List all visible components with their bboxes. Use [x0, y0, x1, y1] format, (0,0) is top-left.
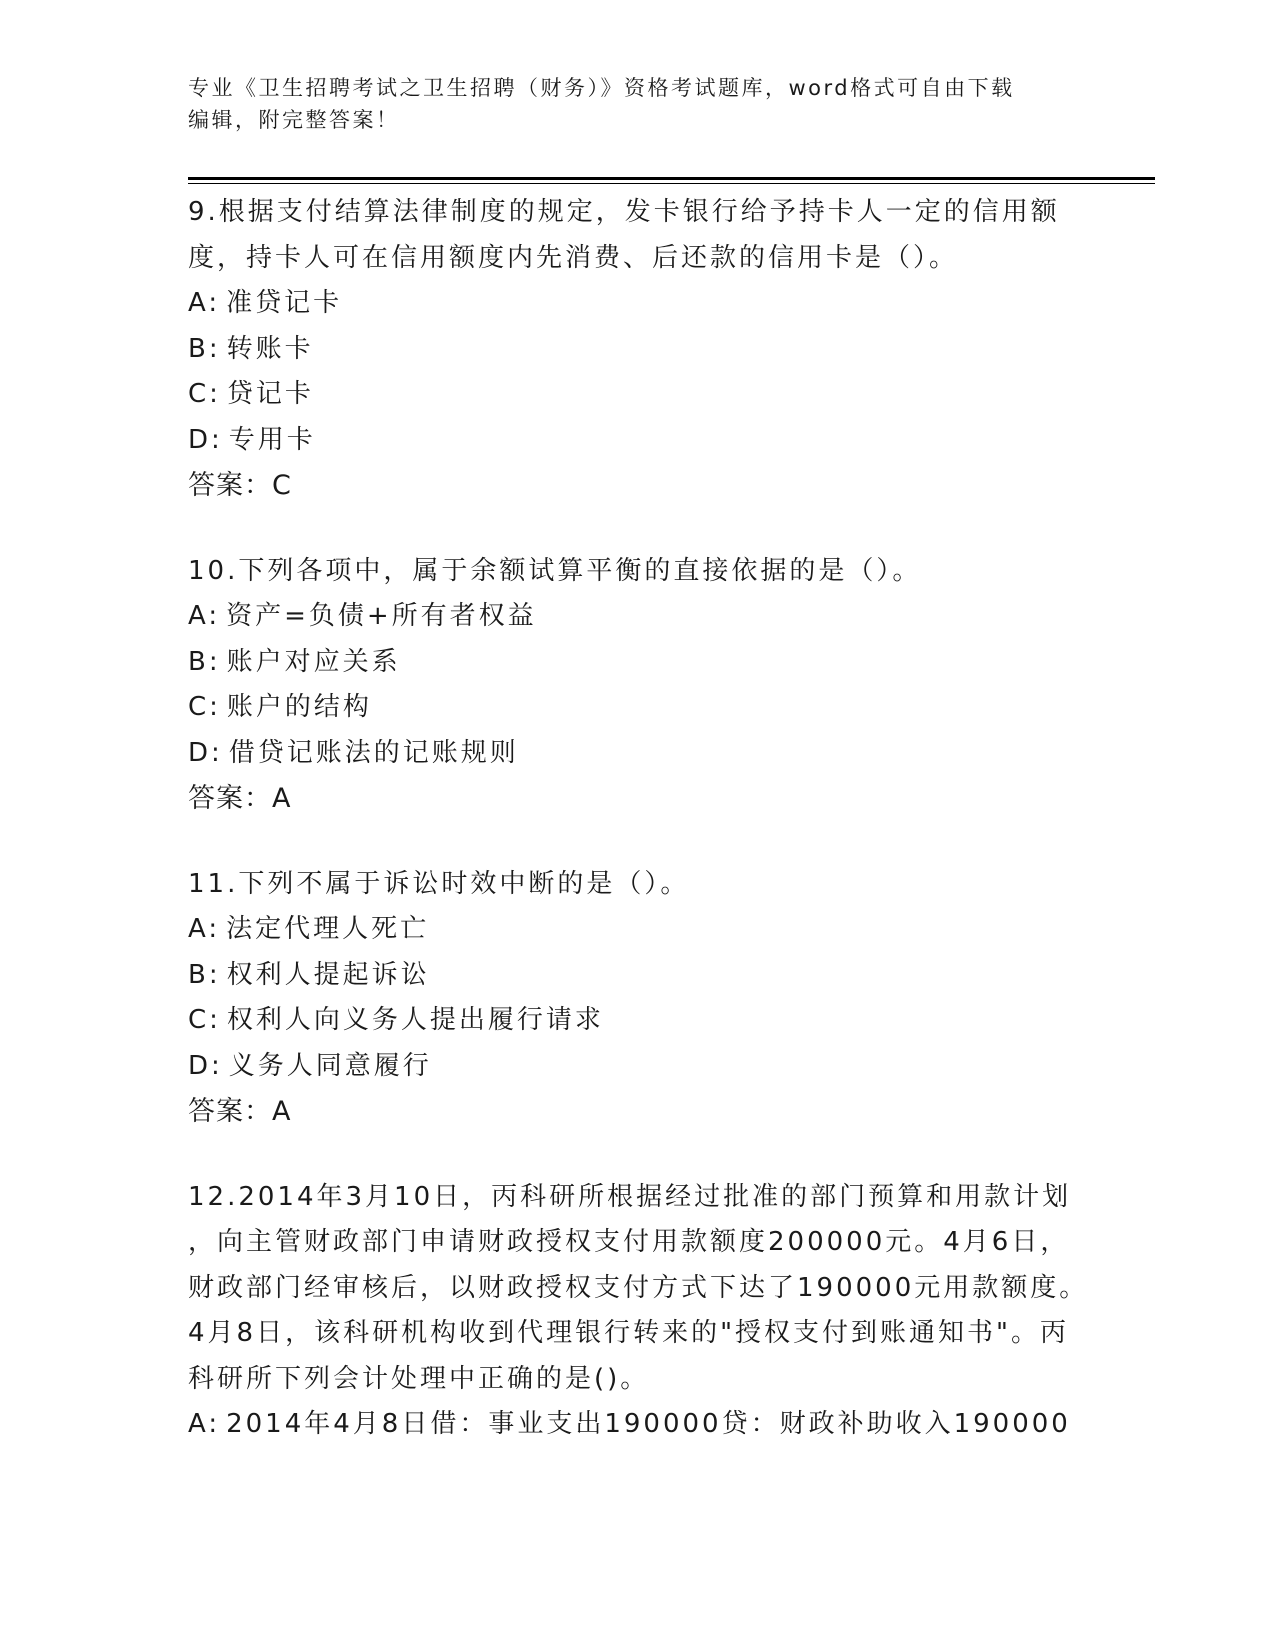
option-text: 法定代理人死亡: [226, 914, 430, 944]
option-text: 权利人向义务人提出履行请求: [226, 1005, 604, 1035]
stem-line: 9.根据支付结算法律制度的规定，发卡银行给予持卡人一定的信用额: [188, 197, 1060, 227]
question-stem: [188, 862, 1088, 908]
option-key: B:: [188, 959, 221, 990]
stem-line: 10.下列各项中，属于余额试算平衡的直接依据的是（）。: [188, 555, 922, 586]
option-a: [188, 1402, 1088, 1448]
stem-line: 12.2014年3月10日，丙科研所根据经过批准的部门预算和用款计划: [188, 1181, 1072, 1212]
option-key: C:: [188, 692, 221, 722]
option-key: B:: [188, 646, 221, 677]
option-c: [188, 998, 1088, 1044]
option-b: [188, 327, 1088, 373]
answer-line: 答案：C: [188, 470, 292, 501]
option-text: 专用卡: [228, 424, 316, 455]
option-c: [188, 685, 1088, 731]
option-text: 转账卡: [226, 333, 314, 364]
stem-line: 财政部门经审核后，以财政授权支付方式下达了190000元用款额度。: [188, 1272, 1089, 1303]
option-text: 权利人提起诉讼: [226, 959, 430, 990]
option-text: 贷记卡: [226, 379, 314, 409]
option-text: 借贷记账法的记账规则: [228, 737, 519, 768]
option-key: D:: [188, 737, 223, 768]
option-a: [188, 281, 1088, 327]
question-10: [188, 549, 1088, 822]
question-list: [188, 190, 1088, 1488]
option-a: [188, 594, 1088, 640]
question-stem: [188, 1175, 1088, 1403]
question-12: [188, 1175, 1088, 1448]
option-text: 2014年4月8日借：事业支出190000贷：财政补助收入190000: [226, 1409, 1071, 1439]
stem-line: 4月8日，该科研机构收到代理银行转来的"授权支付到账通知书"。丙: [188, 1318, 1070, 1348]
question-stem: [188, 190, 1088, 281]
header-line-1: 专业《卫生招聘考试之卫生招聘（财务）》资格考试题库，word格式可自由下载: [188, 76, 1015, 100]
option-key: A:: [188, 1409, 221, 1439]
option-text: 账户对应关系: [226, 646, 401, 677]
option-text: 准贷记卡: [226, 288, 343, 318]
question-stem: [188, 549, 1088, 595]
question-9: [188, 190, 1088, 509]
option-key: D:: [188, 1050, 223, 1081]
stem-line: 11.下列不属于诉讼时效中断的是（）。: [188, 868, 690, 899]
option-key: C:: [188, 1005, 221, 1035]
option-key: B:: [188, 333, 221, 364]
answer-line: 答案：A: [188, 1096, 292, 1127]
question-11: [188, 862, 1088, 1135]
option-key: A:: [188, 288, 221, 318]
stem-line: 科研所下列会计处理中正确的是()。: [188, 1363, 650, 1394]
stem-line: 度，持卡人可在信用额度内先消费、后还款的信用卡是（）。: [188, 242, 959, 273]
option-key: D:: [188, 424, 223, 455]
option-text: 义务人同意履行: [228, 1050, 432, 1081]
option-d: [188, 418, 1088, 464]
header-divider-thick: [188, 177, 1155, 180]
header-divider-thin: [188, 183, 1155, 184]
option-text: 账户的结构: [226, 692, 372, 722]
option-b: [188, 953, 1088, 999]
option-d: [188, 1044, 1088, 1090]
option-key: A:: [188, 914, 221, 944]
option-a: [188, 907, 1088, 953]
option-b: [188, 640, 1088, 686]
stem-line: ，向主管财政部门申请财政授权支付用款额度200000元。4月6日，: [188, 1227, 1070, 1257]
option-key: A:: [188, 601, 221, 631]
option-key: C:: [188, 379, 221, 409]
answer-line: 答案：A: [188, 783, 292, 814]
document-header: [188, 72, 1078, 136]
option-d: [188, 731, 1088, 777]
option-text: 资产=负债+所有者权益: [226, 601, 537, 631]
header-line-2: 编辑，附完整答案！: [188, 108, 400, 132]
option-c: [188, 372, 1088, 418]
